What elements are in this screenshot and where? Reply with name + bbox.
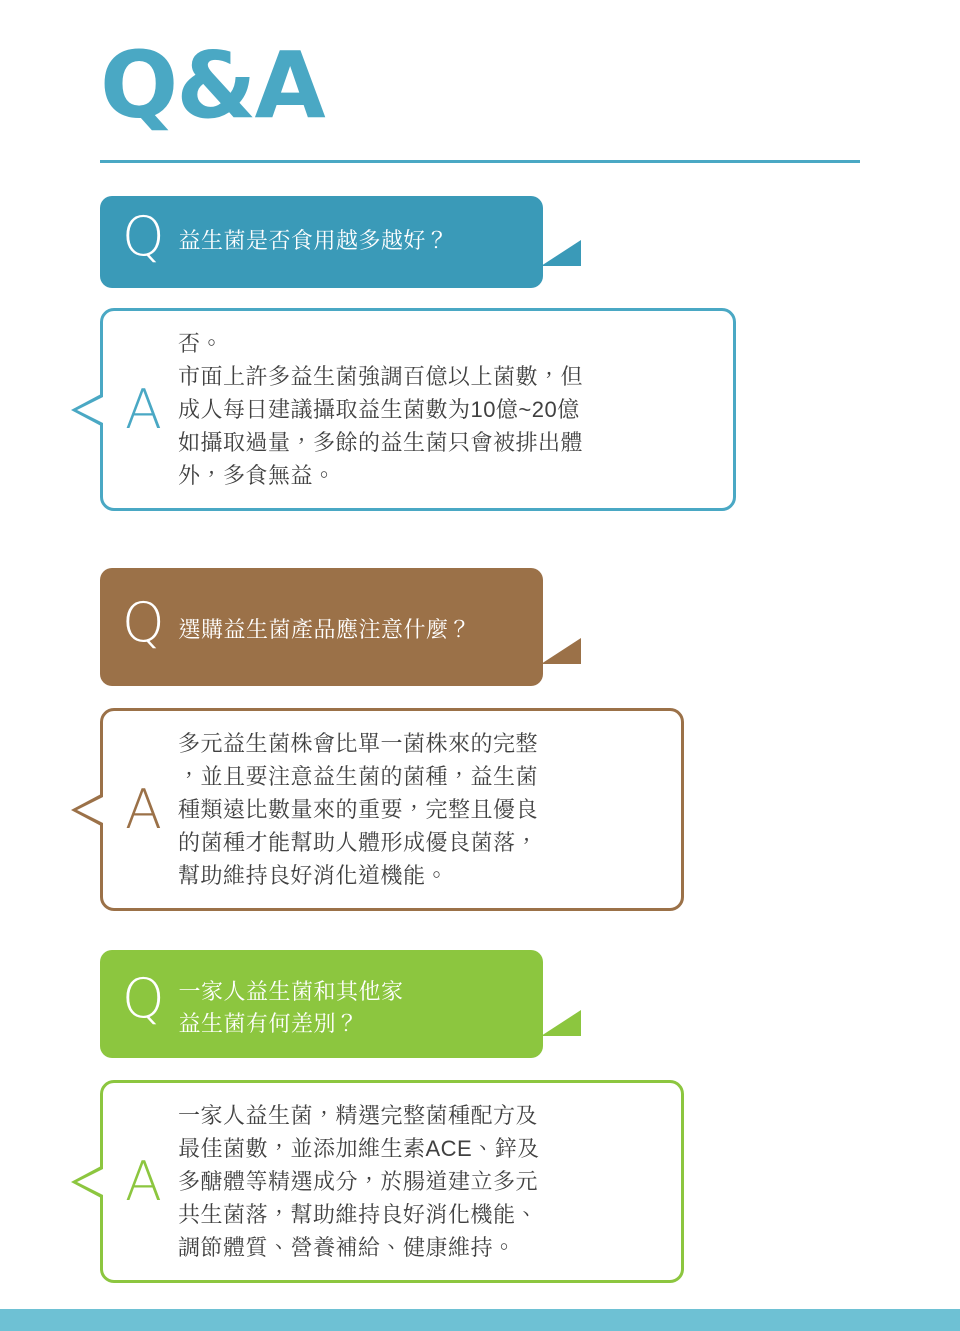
answer-line: 調節體質、營養補給、健康維持。 <box>177 1235 516 1260</box>
answer-line: 否。 <box>177 331 223 356</box>
answer-line: 的菌種才能幫助人體形成優良菌落， <box>177 830 538 855</box>
header-divider <box>100 160 860 163</box>
qa-block-probiotics-more-is-better <box>100 196 860 511</box>
answer-line: 如攝取過量，多餘的益生菌只會被排出體 <box>177 430 583 455</box>
question-letter: Q <box>122 967 165 1030</box>
answer-line: ，並且要注意益生菌的菌種，益生菌 <box>177 764 538 789</box>
answer-text <box>178 1099 540 1264</box>
question-bubble <box>100 568 543 686</box>
answer-letter: A <box>125 777 162 841</box>
answer-text <box>178 727 538 892</box>
question-bubble <box>100 196 543 288</box>
answer-bubble <box>100 708 684 911</box>
answer-line: 市面上許多益生菌強調百億以上菌數，但 <box>177 364 583 389</box>
answer-line: 外，多食無益。 <box>177 463 336 488</box>
answer-line: 幫助維持良好消化道機能。 <box>177 863 448 888</box>
answer-line: 一家人益生菌，精選完整菌種配方及 <box>177 1103 538 1128</box>
answer-bubble-tail-inner <box>77 1169 103 1195</box>
question-bubble-tail <box>541 638 581 664</box>
answer-bubble <box>100 308 736 511</box>
question-letter: Q <box>122 205 165 268</box>
footer-bar <box>0 1309 960 1331</box>
question-letter: Q <box>122 591 165 654</box>
answer-text <box>178 327 583 492</box>
answer-line: 成人每日建議攝取益生菌數为10億~20億 <box>177 397 580 422</box>
answer-line: 多醣體等精選成分，於腸道建立多元 <box>177 1169 538 1194</box>
answer-letter: A <box>125 1149 162 1213</box>
question-line: 一家人益生菌和其他家 <box>178 979 404 1004</box>
answer-letter: A <box>125 377 162 441</box>
page-header <box>100 32 860 139</box>
question-text <box>179 968 404 1040</box>
question-line: 益生菌有何差別？ <box>178 1011 359 1036</box>
question-bubble-tail <box>541 1010 581 1036</box>
answer-line: 多元益生菌株會比單一菌株來的完整 <box>177 731 538 756</box>
answer-bubble-tail-inner <box>77 397 103 423</box>
question-text: 益生菌是否食用越多越好？ <box>178 228 449 253</box>
answer-line: 共生菌落，幫助維持良好消化機能、 <box>177 1202 538 1227</box>
question-text: 選購益生菌產品應注意什麼？ <box>178 617 472 642</box>
question-bubble-tail <box>541 240 581 266</box>
page-title: Q&A <box>100 32 324 139</box>
question-bubble <box>100 950 543 1058</box>
answer-line: 種類遠比數量來的重要，完整且優良 <box>177 797 538 822</box>
answer-bubble-tail-inner <box>77 797 103 823</box>
answer-bubble <box>100 1080 684 1283</box>
answer-line: 最佳菌數，並添加維生素ACE、鋅及 <box>177 1136 540 1161</box>
qa-block-difference-from-others <box>100 950 860 1283</box>
qa-block-how-to-choose-probiotics <box>100 568 860 911</box>
